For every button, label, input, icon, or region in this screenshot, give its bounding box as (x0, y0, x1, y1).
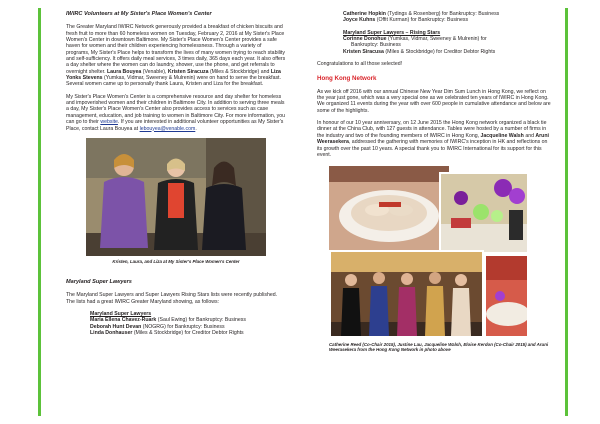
hk-photo-collage (329, 166, 529, 338)
volunteer-heading: IWIRC Volunteers at My Sister's Place Women's Center (66, 11, 212, 17)
hk-photo-party (439, 172, 529, 254)
volunteer-photo-art (86, 138, 266, 256)
volunteer-photo (86, 138, 266, 256)
hk-photo-caption: Catherine Reed (Co-Chair 2015), Justine Lau, Jacqueline Walsh, Eloise Kerdon (Co-Chair 2015) and Aruni Weerasekera from the Hong Kong Network in photo above (329, 342, 549, 353)
md-paragraph: The Maryland Super Lawyers and Super Lawyers Rising Stars lists were recently published. The lists had a great IWIRC Greater Maryland showing, as follows: (66, 292, 278, 305)
hk-heading: Hong Kong Network (317, 75, 377, 83)
email-link[interactable]: lebouyea@venable.com (139, 125, 196, 132)
md-list (66, 311, 286, 336)
md-list-item: Linda Donhauser (Miles & Stockbridge) for Creditor Debtor Rights (90, 330, 244, 337)
rising-list-item: Kristen Siracusa (Miles & Stockbridge) for Creditor Debtor Rights (343, 48, 496, 55)
right-column (317, 11, 551, 353)
hk-photo-dimsum-art (329, 166, 449, 250)
md-list-item: Maria Ellena Chavez-Ruark (Saul Ewing) for Bankruptcy: Business (90, 317, 246, 324)
rising-stars-list (317, 30, 551, 55)
md-list-continued (317, 11, 551, 24)
congrats-text: Congratulations to all those selected! (317, 61, 403, 68)
hk-photo-group (329, 250, 484, 338)
hk-paragraph-1: As we kick off 2016 with our annual Chinese New Year Dim Sum Lunch in Hong Kong, we reflect on the year just gone, which was a very special one as we celebrated ten years of IWIRC in Hong Kong. We organized 11 events during the year with over 600 people in cumulative attendance and below are some of the highlights. (317, 88, 551, 114)
volunteer-photo-caption: Kristen, Laura, and Liza at My Sister's Place Women's Center (112, 258, 240, 264)
hk-photo-table-art (486, 256, 527, 336)
hk-photo-group-art (331, 252, 482, 336)
left-column (66, 11, 286, 336)
hk-photo-party-art (441, 174, 527, 252)
rising-list-item: Corinne Donohue (Yumkas, Vidmar, Sweeney & Mulrenin) for Bankruptcy: Business (343, 36, 487, 49)
hk-paragraph-2: In honour of our 10 year anniversary, on 12 June 2015 the Hong Kong network organized a black tie dinner at the China Club, with 127 guests in attendance. Tables were hosted by a number of firms in the industry and two of the founding members of IWIRC in Hong Kong, Jacqueline Walsh and Aruni Weerasekera, addressed the gathering with memories of IWIRC's inception in HK and reflections on its growth over the past 10 years. A special thank you to IWIRC International for its support for this event. (317, 120, 549, 158)
volunteer-paragraph-1: The Greater Maryland IWIRC Network generously provided a breakfast of chicken biscuits and fresh fruit to more than 60 homeless women on Tuesday, February 2, 2016 at My Sister's Place Women's Center in downtown Baltimore. My Sister's Place Women's Center provides a safe haven for women and their children experiencing homelessness. Through a variety of programs, My Sister's Place helps to transform the lives of many women trying to reach stability and self-sufficiency. It offers daily meal services, 3 times daily, 365 days each year. It also offers a day shelter where the women can do laundry, shower, use the phone, and get referrals to overnight shelter. Laura Bouyea (Venable), Kristen Siracuza (Miles & Stockbridge) and Liza Yonks Stevens (Yumkas, Vidmar, Sweeney & Mulrenin) were on hand to serve the breakfast. Several women came up to personally thank Laura, Kristen and Liza for the breakfast. (66, 24, 286, 88)
md-list-item: Deborah Hunt Devan (NOGRG) for Bankruptcy: Business (90, 323, 225, 330)
volunteer-photo-figure (86, 138, 266, 264)
website-link[interactable]: website (100, 119, 118, 126)
md-heading: Maryland Super Lawyers (66, 279, 132, 286)
md-subheading: Maryland Super Lawyers (90, 311, 152, 318)
hk-photo-table (484, 254, 529, 338)
rising-stars-subheading: Maryland Super Lawyers – Rising Stars (343, 29, 441, 36)
hk-photo-dimsum (329, 166, 449, 250)
volunteer-paragraph-2: My Sister's Place Women's Center is a comprehensive resource and day shelter for homeless and impoverished women and their children in Baltimore City. In addition to serving three meals a day, My Sister's Place Women's Center also provides access to services such as case management, education, and job training to women in Baltimore City. For more information, you can go to their website. If you are interested in additional volunteer opportunities as My Sister's Place, contact Laura Bouyea at lebouyea@venable.com. (66, 93, 286, 132)
left-margin-bar (38, 8, 41, 416)
right-margin-bar (565, 8, 568, 416)
md-list-item: Catherine Hopkin (Tydings & Rosenberg) for Bankruptcy: Business (343, 11, 500, 17)
md-list-item: Joyce Kuhns (Offit Kurman) for Bankruptcy: Business (343, 17, 469, 24)
